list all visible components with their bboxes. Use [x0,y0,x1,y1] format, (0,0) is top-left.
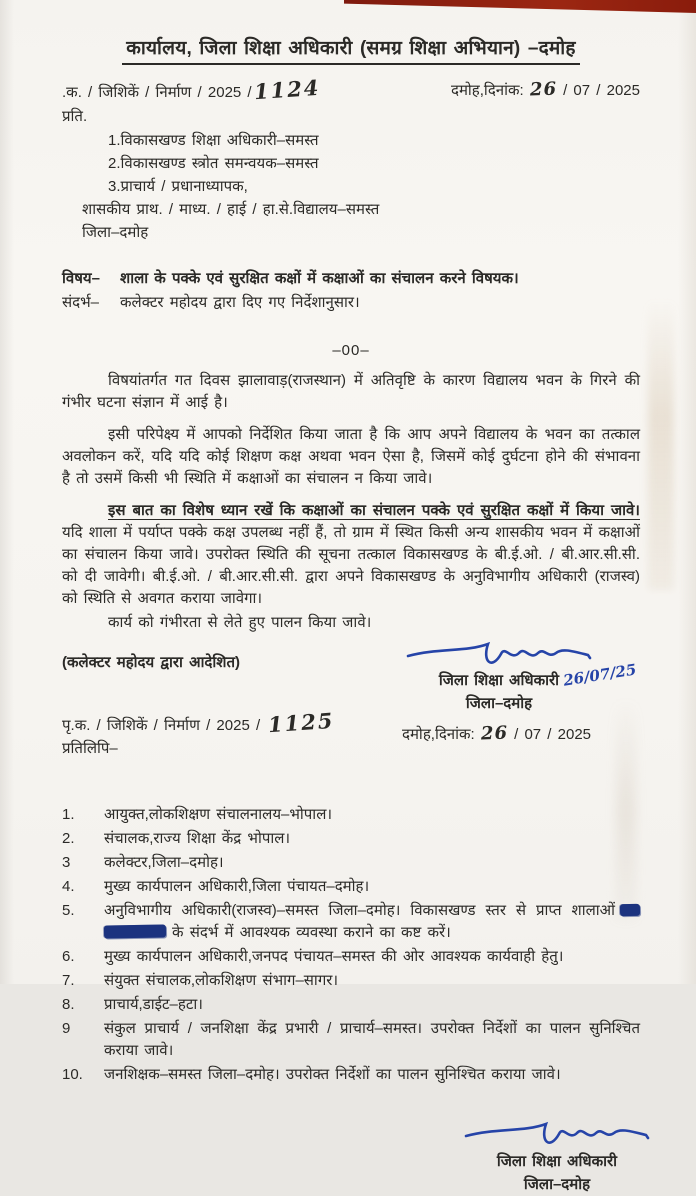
copy-item: 4. मुख्य कार्यपालन अधिकारी,जिला पंचायत–दमोह। [62,878,370,895]
signature-ink [462,1112,652,1154]
recipient-item: 3.प्राचार्य / प्रधानाध्यापक, [108,178,248,195]
emphasized-directive: इस बात का विशेष ध्यान रखें कि कक्षाओं का संचालन पक्के एवं सुरक्षित कक्षों में किया जावे। [108,502,640,519]
office-title: कार्यालय, जिला शिक्षा अधिकारी (समग्र शिक्षा अभियान) –दमोह [122,38,579,65]
handwritten-endorsement-number: 1125 [267,707,336,738]
to-label: प्रति. [62,108,88,125]
copies-label: प्रतिलिपि– [62,740,118,757]
copy-item-text: के संदर्भ में आवश्यक व्यवस्था कराने का कष्ट करें। [172,924,451,941]
signature-block-mid [374,632,639,746]
reference-label: संदर्भ– [62,294,99,311]
letter-date-line [451,79,640,102]
signatory-district: जिला–दमोह [465,695,533,712]
endorsement-number-line [62,707,336,738]
copy-item: 6. मुख्य कार्यपालन अधिकारी,जनपद पंचायत–समस्त की ओर आवश्यक कार्यवाही हेतु। [62,948,564,965]
recipient-item: शासकीय प्राथ. / माध्य. / हाई / हा.से.विद्यालय–समस्त [82,201,380,218]
bottom-date-line [374,723,624,746]
body-paragraph-1: विषयांतर्गत गत दिवस झालावाड़(राजस्थान) में अतिवृष्टि के कारण विद्यालय भवन के गिरने की गंभीर घटना संज्ञान में आई है। [62,372,640,411]
copy-item: 5. अनुविभागीय अधिकारी(राजस्व)–समस्त जिला–दमोह। विकासखण्ड स्तर से प्राप्त शालाओं के संदर्भ में आवश्यक व्यवस्था कराने का कष्ट करें। [62,900,640,944]
recipient-item: जिला–दमोह [82,224,149,241]
subject-text: शाला के पक्के एवं सुरक्षित कक्षों में कक्षाओं का संचालन करने विषयक। [120,270,519,287]
handwritten-date-day: 26 [480,722,509,745]
signatory-designation: जिला शिक्षा अधिकारी [496,1153,618,1170]
reference-line [62,292,640,314]
body-paragraph-3 [62,500,640,610]
copy-item: 3 कलेक्टर,जिला–दमोह। [62,854,224,871]
handwritten-date-day: 26 [529,78,558,101]
copy-item: 8. प्राचार्य,डाईट–हटा। [62,996,203,1013]
subject-label: विषय– [62,270,100,287]
handwritten-letter-number: 1124 [252,74,321,105]
date-label: दमोह,दिनांक: [402,726,475,743]
letter-number-label: .क. / जिशिकें / निर्माण / 2025 / [62,84,252,101]
signature-block-bottom [432,1112,682,1196]
copy-item: 10. जनशिक्षक–समस्त जिला–दमोह। उपरोक्त निर्देशों का पालन सुनिश्चित कराया जावे। [62,1066,561,1083]
ink-scribble-correction [620,904,640,916]
section-separator: –00– [332,342,370,359]
recipient-item: 2.विकासखण्ड स्त्रोत समन्वयक–समस्त [108,155,319,172]
signatory-designation: जिला शिक्षा अधिकारी 26/07/25 [438,660,639,690]
paragraph-3-continuation: यदि शाला में पर्याप्त पक्के कक्ष उपलब्ध नहीं हैं, तो ग्राम में स्थित किसी अन्य शासकीय भवन में कक्षाओं का संचालन किया जावे। उपरोक्त स्थिति की सूचना तत्काल विकासखण्ड के बी.ई.ओ. / बी.आर.सी.सी. को दी जावेगी। बी.ई.ओ. / बी.आर.सी.सी. द्वारा अपने विकासखण्ड के अनुविभागीय अधिकारी (राजस्व) को स्थिति से अवगत कराया जावेगा। [62,524,640,607]
body-paragraph-2: इसी परिपेक्ष्य में आपको निर्देशित किया जाता है कि आप अपने विद्यालय के भवन का तत्काल अवलोकन करें, यदि यदि कोई शिक्षण कक्ष अथवा भवन ऐसा है, जिसमें कोई दुर्घटना होने की संभावना है तो उसमें किसी भी स्थिति में कक्षाओं का संचालन न किया जावे। [62,426,640,487]
recipient-list [62,130,640,244]
ordered-by-line: (कलेक्टर महोदय द्वारा आदेशित) [62,654,240,671]
copies-list [62,804,640,1086]
copy-item: 2. संचालक,राज्य शिक्षा केंद्र भोपाल। [62,830,291,847]
copy-item: 9 संकुल प्राचार्य / जनशिक्षा केंद्र प्रभारी / प्राचार्य–समस्त। उपरोक्त निर्देशों का पालन सुनिश्चित कराया जावे। [62,1020,640,1059]
handwritten-sign-date: 26/07/25 [562,660,639,690]
endorsement-number-label: पृ.क. / जिशिकें / निर्माण / 2025 / [62,717,261,734]
copy-item: 1. आयुक्त,लोकशिक्षण संचालनालय–भोपाल। [62,806,333,823]
signatory-district: जिला–दमोह [523,1176,591,1193]
letter-number-line [62,74,321,105]
signature-ink [404,632,594,674]
recipient-item: 1.विकासखण्ड शिक्षा अधिकारी–समस्त [108,132,319,149]
subject-line [62,268,640,290]
body-paragraph-4: कार्य को गंभीरता से लेते हुए पालन किया जावे। [108,614,372,631]
date-label: दमोह,दिनांक: [450,82,524,99]
copy-item-text: अनुविभागीय अधिकारी(राजस्व)–समस्त जिला–दमोह। विकासखण्ड स्तर से प्राप्त शालाओं [104,902,615,919]
date-rest: / 07 / 2025 [514,726,592,743]
ink-scribble-strikethrough [104,924,166,938]
copy-item: 7. संयुक्त संचालक,लोकशिक्षण संभाग–सागर। [62,972,339,989]
date-rest: / 07 / 2025 [563,82,640,99]
reference-text: कलेक्टर महोदय द्वारा दिए गए निर्देशानुसार। [120,294,360,311]
